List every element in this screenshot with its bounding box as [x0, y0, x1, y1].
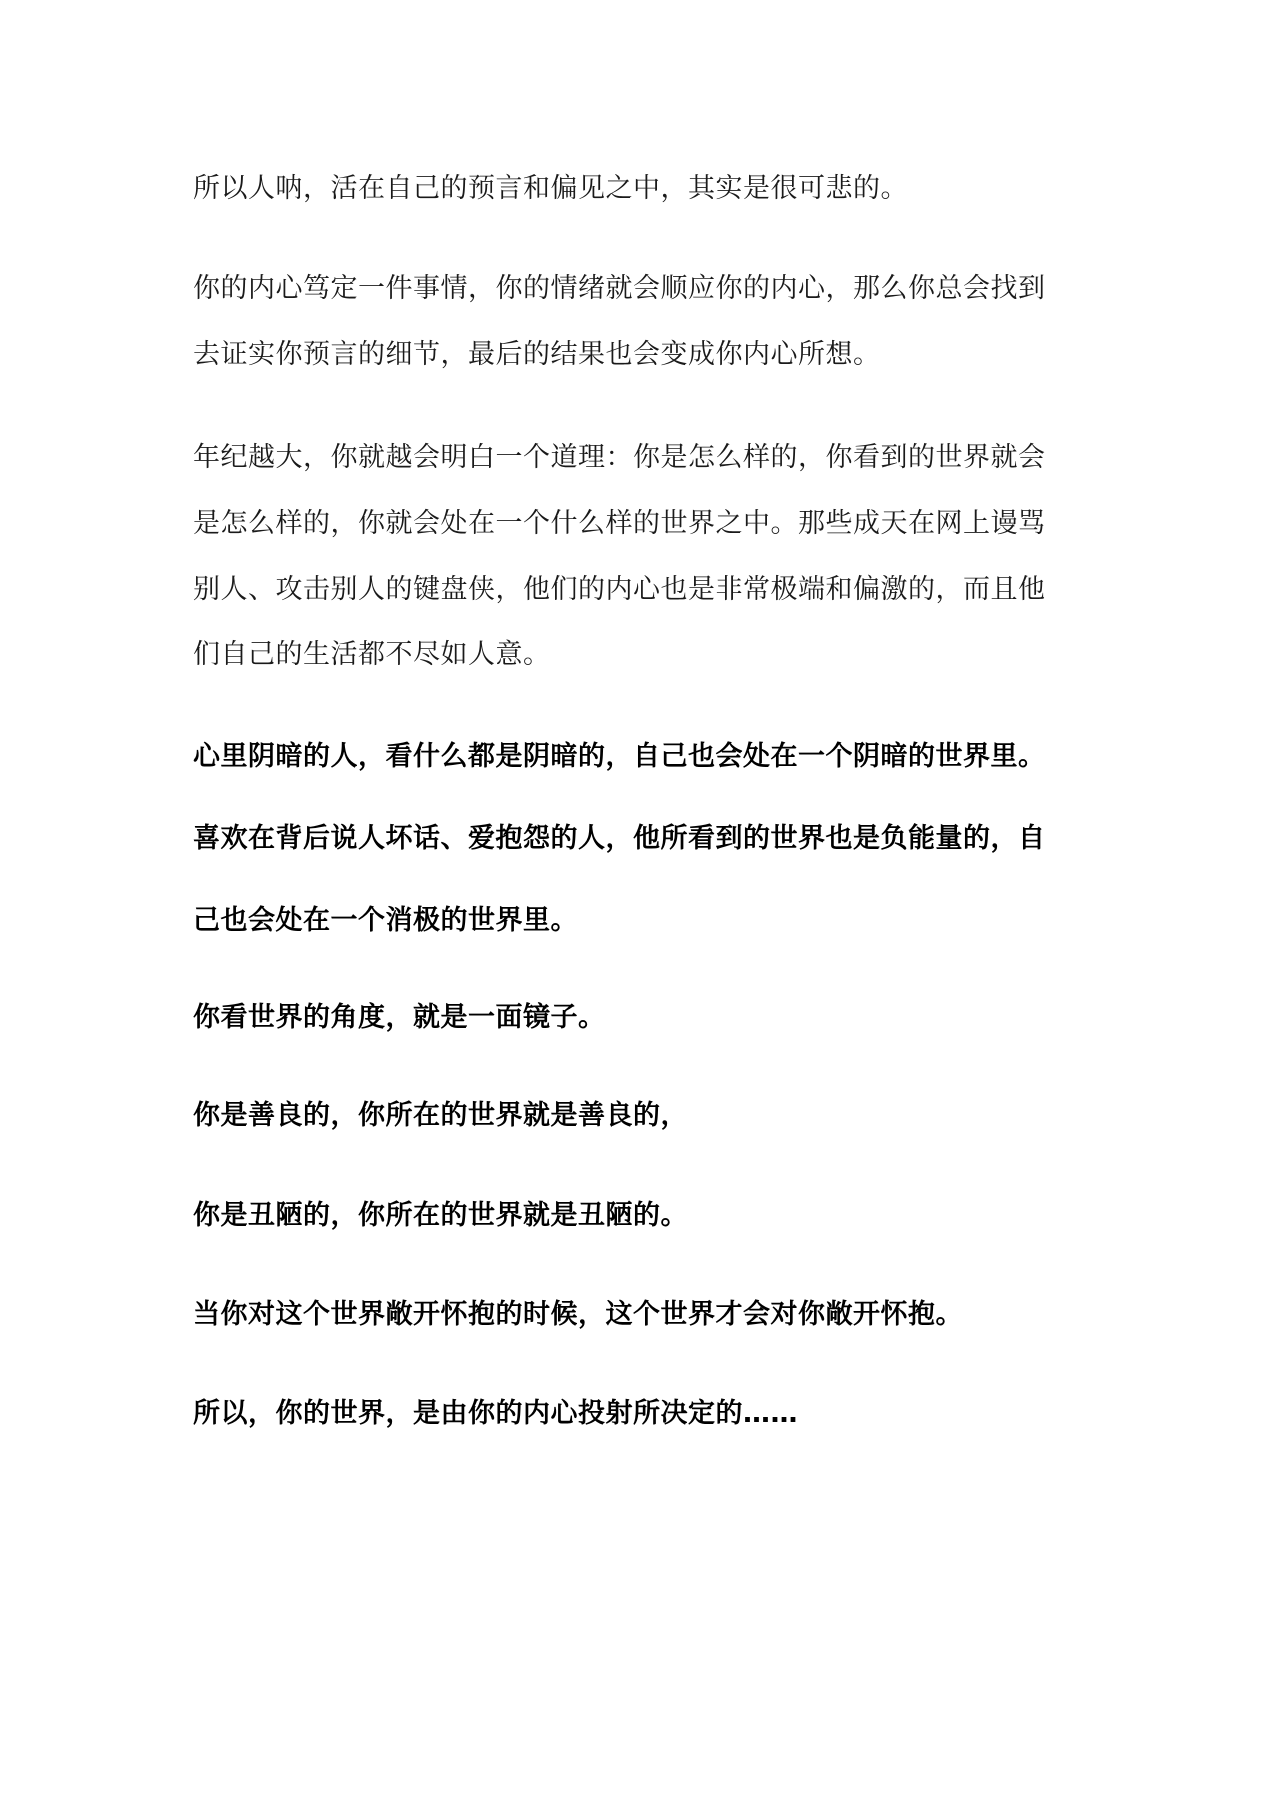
- bold-paragraph-3: 你是善良的，你所在的世界就是善良的，: [193, 1100, 688, 1131]
- bold-paragraph-5: 当你对这个世界敞开怀抱的时候，这个世界才会对你敞开怀抱。: [193, 1299, 963, 1330]
- bold-paragraph-1-line-2: 喜欢在背后说人坏话、爱抱怨的人，他所看到的世界也是负能量的，自: [193, 823, 1046, 854]
- bold-paragraph-1-line-3: 己也会处在一个消极的世界里。: [193, 905, 578, 936]
- paragraph-2-line-1: 你的内心笃定一件事情，你的情绪就会顺应你的内心，那么你总会找到: [193, 273, 1046, 304]
- bold-paragraph-2: 你看世界的角度，就是一面镜子。: [193, 1002, 606, 1033]
- bold-paragraph-4: 你是丑陋的，你所在的世界就是丑陋的。: [193, 1200, 688, 1231]
- paragraph-3-line-2: 是怎么样的，你就会处在一个什么样的世界之中。那些成天在网上谩骂: [193, 508, 1046, 539]
- paragraph-3-line-3: 别人、攻击别人的键盘侠，他们的内心也是非常极端和偏激的，而且他: [193, 574, 1046, 605]
- paragraph-3-line-1: 年纪越大，你就越会明白一个道理：你是怎么样的，你看到的世界就会: [193, 442, 1046, 473]
- paragraph-3-line-4: 们自己的生活都不尽如人意。: [193, 639, 551, 670]
- bold-paragraph-6: 所以，你的世界，是由你的内心投射所决定的……: [193, 1398, 798, 1429]
- bold-paragraph-1-line-1: 心里阴暗的人，看什么都是阴暗的，自己也会处在一个阴暗的世界里。: [193, 741, 1046, 772]
- paragraph-1-line-1: 所以人呐，活在自己的预言和偏见之中，其实是很可悲的。: [193, 173, 908, 204]
- paragraph-2-line-2: 去证实你预言的细节，最后的结果也会变成你内心所想。: [193, 339, 881, 370]
